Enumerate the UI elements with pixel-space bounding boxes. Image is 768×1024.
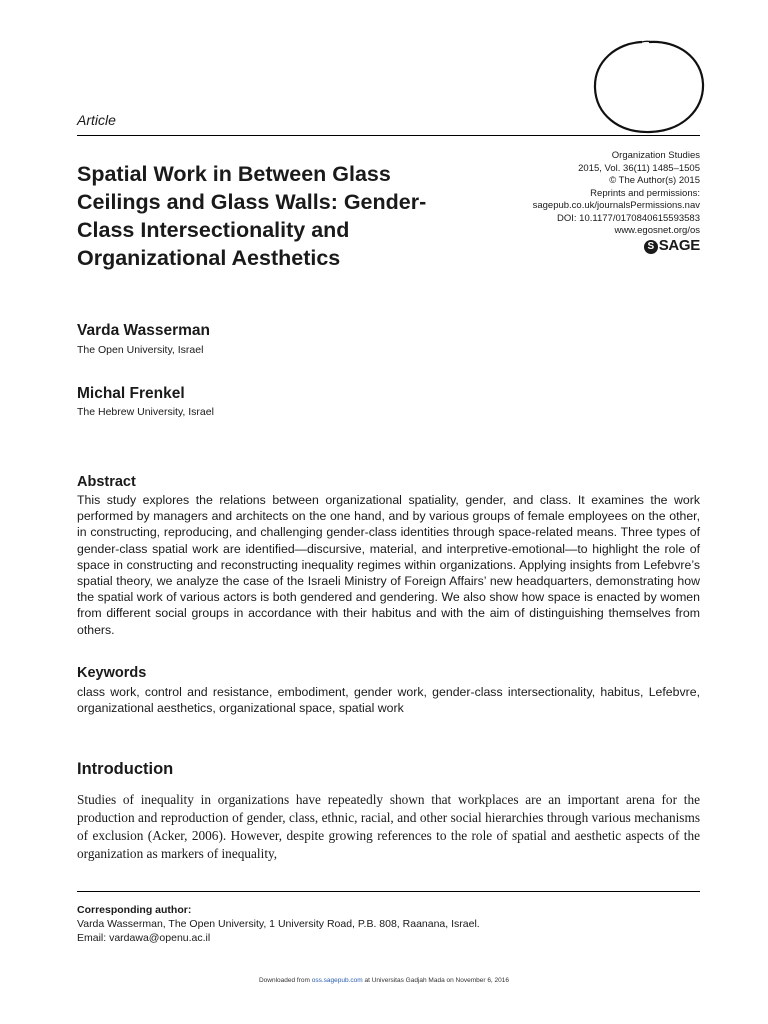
journal-name: Organization Studies	[611, 150, 700, 161]
keywords-text: class work, control and resistance, embodiment, gender work, gender-class intersectionality, habitus, Lefebvre, organizational aesthetics, organizational space, spatial work	[77, 685, 700, 716]
author-affiliation: The Hebrew University, Israel	[77, 406, 214, 418]
doi[interactable]: DOI: 10.1177/0170840615593583	[557, 212, 700, 224]
sage-logo	[644, 237, 700, 255]
reprints-label: Reprints and permissions:	[590, 187, 700, 199]
footnote-email[interactable]: Email: vardawa@openu.ac.il	[77, 932, 211, 944]
footnote-address: Varda Wasserman, The Open University, 1 University Road, P.B. 808, Raanana, Israel.	[77, 918, 480, 930]
copyright: © The Author(s) 2015	[609, 175, 700, 186]
download-source-link[interactable]: oss.sagepub.com	[311, 977, 363, 984]
journal-meta	[490, 150, 700, 254]
download-suffix: at Universitas Gadjah Mada on November 6, 2016	[362, 977, 510, 984]
author-name: Michal Frenkel	[77, 385, 185, 402]
sage-mark-icon: S	[644, 240, 658, 254]
title-line: Class Intersectionality and	[77, 218, 350, 242]
journal-logo	[590, 36, 708, 136]
author-name: Varda Wasserman	[77, 322, 210, 339]
author-affiliation: The Open University, Israel	[77, 344, 204, 356]
footnote-heading: Corresponding author:	[77, 904, 192, 916]
footnote-divider	[77, 891, 700, 892]
abstract-text: This study explores the relations between organizational spatiality, gender, and class. It examines the work performed by managers and architects on the one hand, and by various groups of female employees on the other, in constructing, reproducing, and challenging gender-class identities through space-related means. Three types of gender-class spatial work are identified—discursive, material, and interpretive-emotional—to highlight the role of space in constructing and reconstructing inequality regimes within organizations. Applying insights from Lefebvre’s spatial theory, we analyze the case of the Israeli Ministry of Foreign Affairs’ new headquarters, demonstrating how the spatial work of various actors is both gendered and gendering. We also show how space is enacted by women from different social groups in accordance with their habitus and with the aim of distinguishing themselves from others.	[77, 493, 700, 637]
journal-site-link[interactable]: www.egosnet.org/os	[614, 225, 700, 236]
download-prefix: Downloaded from	[258, 977, 312, 984]
title-line: Ceilings and Glass Walls: Gender-	[77, 190, 427, 214]
keywords-heading: Keywords	[77, 665, 147, 681]
download-notice	[0, 977, 768, 984]
sage-wordmark: SAGE	[658, 237, 700, 255]
journal-volume: 2015, Vol. 36(11) 1485–1505	[578, 162, 700, 174]
paper-title	[77, 160, 497, 272]
introduction-text: Studies of inequality in organizations have repeatedly shown that workplaces are an important arena for the production and reproduction of gender, class, ethnic, racial, and other social hierarchies through various mechanisms of exclusion (Acker, 2006). However, despite growing references to the role of spatial and aesthetic aspects of the organization as markers of inequality,	[77, 792, 700, 861]
top-divider	[77, 135, 700, 136]
abstract-heading: Abstract	[77, 474, 136, 490]
permissions-link[interactable]: sagepub.co.uk/journalsPermissions.nav	[532, 200, 700, 211]
title-line: Organizational Aesthetics	[77, 246, 341, 270]
introduction-heading: Introduction	[77, 760, 174, 778]
title-line: Spatial Work in Between Glass	[77, 162, 391, 186]
article-type-label: Article	[77, 112, 116, 128]
logo-circle-icon	[590, 36, 708, 136]
